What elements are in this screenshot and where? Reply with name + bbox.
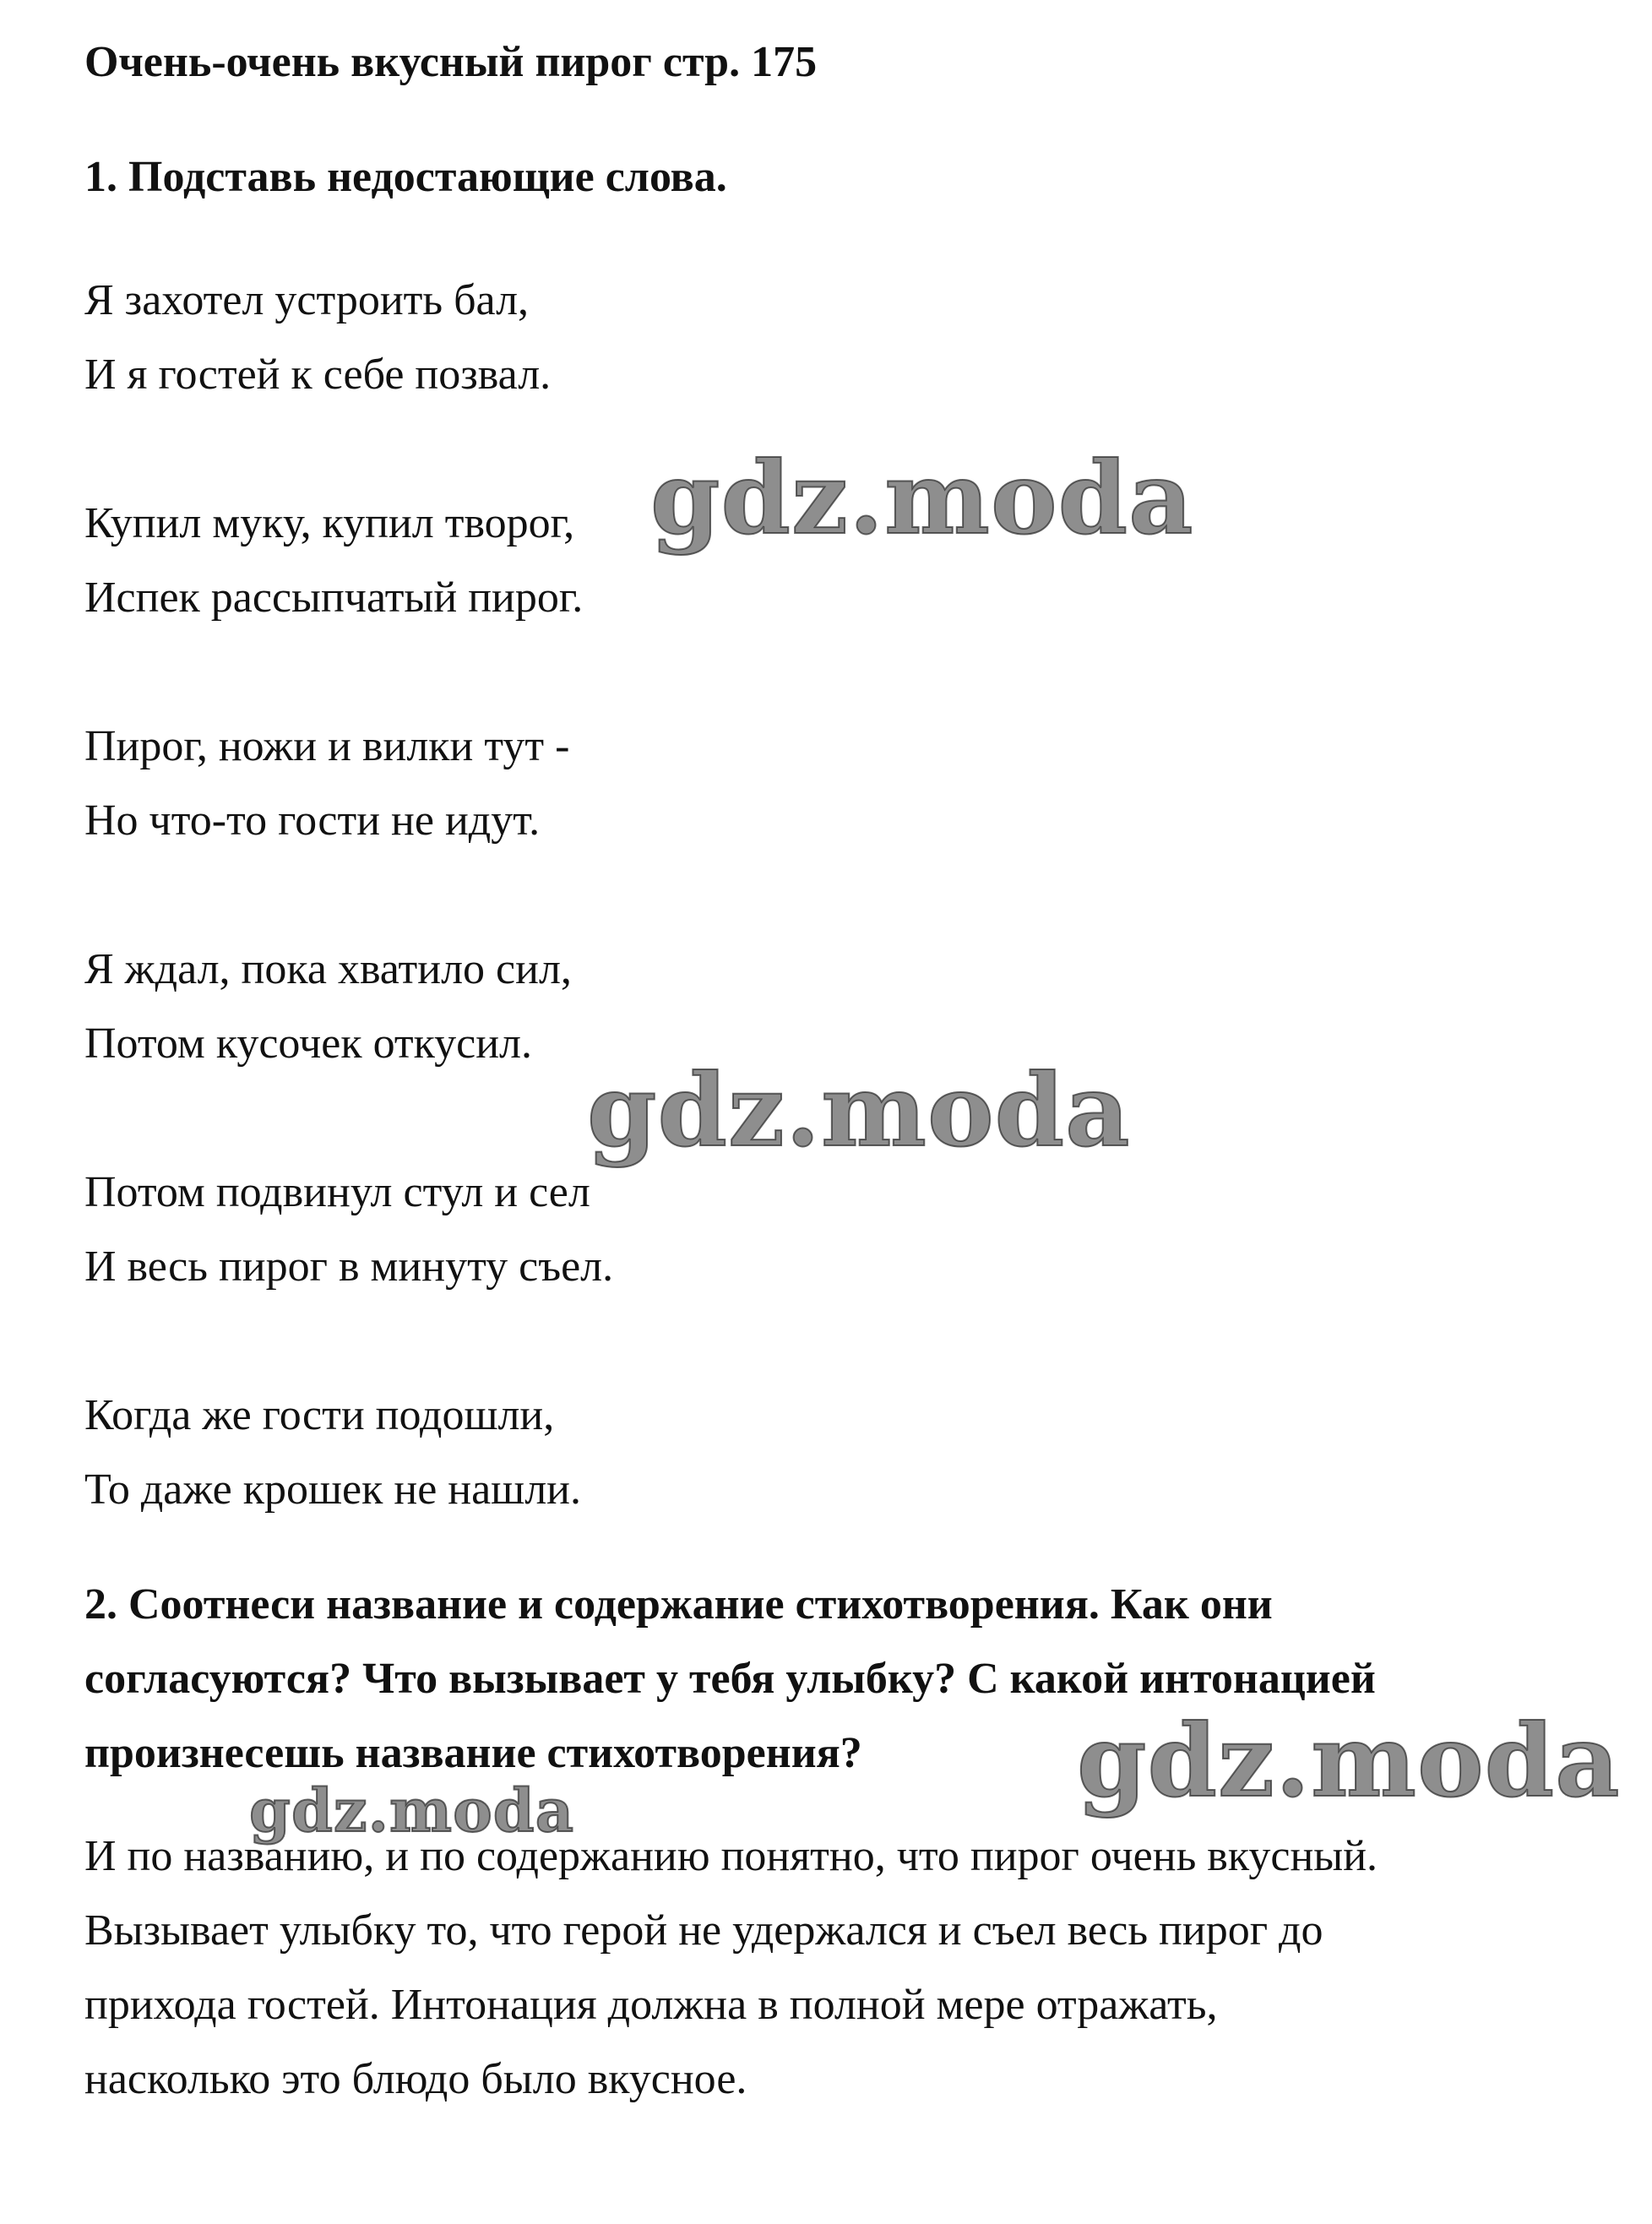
watermark: gdz.moda [587, 1052, 1131, 1169]
poem-line: Потом кусочек откусил. [84, 1020, 533, 1068]
poem-line: Я захотел устроить бал, [84, 276, 530, 324]
task-2-heading-line: согласуются? Что вызывает у тебя улыбку? С какой интонацией [84, 1655, 1376, 1703]
poem-line: Но что-то гости не идут. [84, 797, 541, 845]
poem-line: И я гостей к себе позвал. [84, 351, 552, 399]
task-2-heading [84, 1568, 1376, 1791]
poem-line: Потом подвинул стул и сел [84, 1168, 590, 1216]
answer-line: Вызывает улыбку то, что герой не удержался и съел весь пирог до [84, 1906, 1323, 1955]
poem-line: То даже крошек не нашли. [84, 1465, 581, 1514]
task-2-heading-line: произнесешь название стихотворения? [84, 1729, 862, 1777]
poem-line: Когда же гости подошли, [84, 1391, 555, 1439]
poem-line: Я ждал, пока хватило сил, [84, 945, 572, 993]
answer-line: насколько это блюдо было вкусное. [84, 2055, 747, 2103]
answer-line: прихода гостей. Интонация должна в полной мере отражать, [84, 1981, 1218, 2029]
watermark: gdz.moda [249, 1775, 575, 1846]
poem-line: Пирог, ножи и вилки тут - [84, 722, 570, 770]
poem-line: Купил муку, купил творог, [84, 499, 575, 547]
poem-stanza-1 [84, 264, 613, 412]
poem-stanza-6 [84, 1378, 613, 1527]
task-2-answer [84, 1819, 1378, 2117]
answer-line: И по названию, и по содержанию понятно, что пирог очень вкусный. [84, 1832, 1378, 1880]
poem [84, 264, 613, 1527]
watermark: gdz.moda [1077, 1702, 1621, 1819]
task-2-heading-line: 2. Соотнеси название и содержание стихотворения. Как они [84, 1580, 1273, 1629]
watermark: gdz.moda [650, 439, 1194, 557]
task-1-heading: 1. Подставь недостающие слова. [84, 153, 727, 201]
poem-stanza-3 [84, 710, 613, 858]
poem-stanza-5 [84, 1156, 613, 1304]
poem-line: И весь пирог в минуту съел. [84, 1243, 614, 1291]
poem-line: Испек рассыпчатый пирог. [84, 574, 584, 622]
page-title: Очень-очень вкусный пирог стр. 175 [84, 38, 818, 86]
poem-stanza-2 [84, 487, 613, 635]
poem-stanza-4 [84, 933, 613, 1081]
